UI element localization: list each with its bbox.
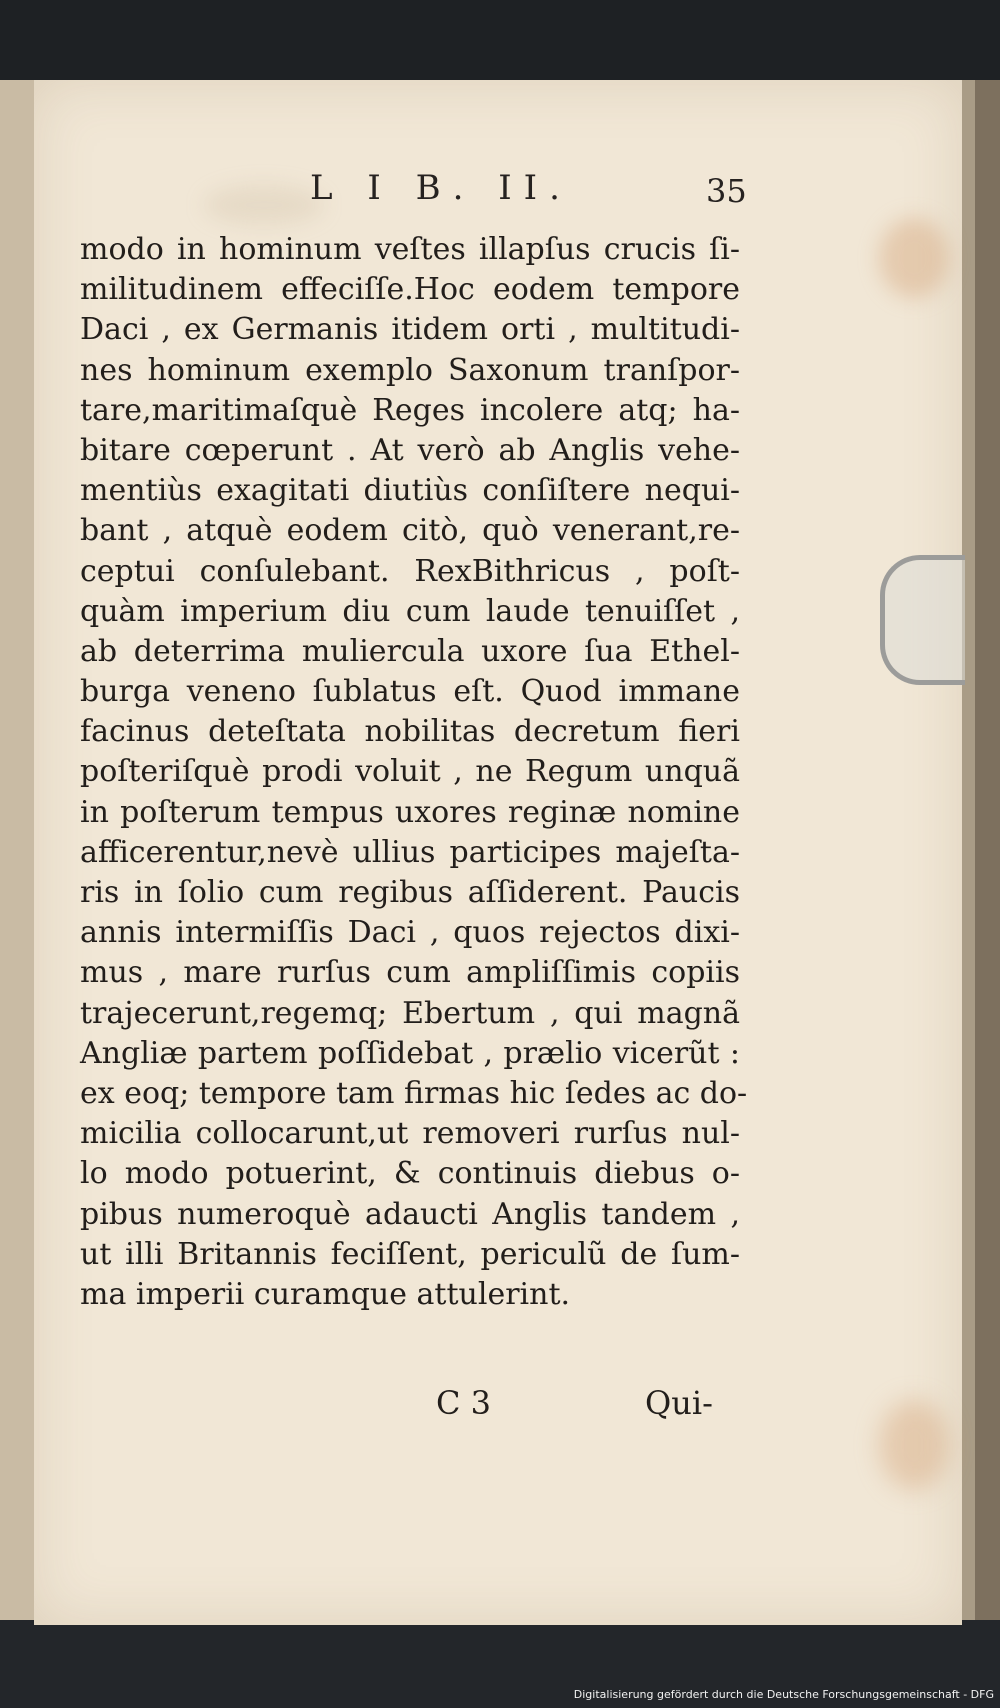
foxing-stain (879, 218, 949, 298)
foxing-stain (879, 1400, 949, 1490)
right-page-edges-shadow (975, 80, 1000, 1620)
text-line: ma imperii curamque attulerint. (80, 1276, 571, 1312)
text-line: ex eoq; tempore tam firmas hic ſedes ac do- (80, 1075, 748, 1111)
text-line: lo modo potuerint, & continuis diebus o- (80, 1156, 740, 1192)
text-line: trajecerunt,regemq; Ebertum , qui magnã (80, 995, 740, 1031)
text-line: annis intermiſſis Daci , quos rejectos dixi- (80, 915, 740, 951)
text-line: ceptui conſulebant. RexBithricus , poſt- (80, 553, 740, 589)
scan-background-top (0, 0, 1000, 85)
page-clip (880, 555, 965, 685)
text-line: in poſterum tempus uxores reginæ nomine (80, 794, 740, 830)
text-line: mentiùs exagitati diutiùs conſiſtere nequi- (80, 473, 740, 509)
text-line: bitare cœperunt . At verò ab Anglis vehe- (80, 432, 740, 468)
body-text (80, 230, 748, 1315)
text-line: Angliæ partem poſſidebat , prælio vicerũt : (80, 1035, 740, 1071)
text-line: ris in ſolio cum regibus aſſiderent. Paucis (80, 875, 740, 910)
digitization-credit: Digitalisierung gefördert durch die Deutsche Forschungsgemeinschaft - DFG (573, 1688, 994, 1701)
signature-mark: C 3 (436, 1384, 492, 1422)
catchword: Qui- (645, 1384, 713, 1422)
text-line: bant , atquè eodem citò, quò venerant,re- (80, 513, 740, 549)
page-number: 35 (706, 172, 747, 210)
text-line: facinus deteſtata nobilitas decretum fieri (80, 714, 740, 750)
text-line: micilia collocarunt,ut removeri rurſus nul- (80, 1116, 740, 1152)
left-page-edges (0, 80, 38, 1620)
text-line: mus , mare rurſus cum ampliſſimis copiis (80, 955, 740, 991)
running-head-title: L I B. II. (310, 168, 572, 208)
running-head (0, 168, 1000, 218)
text-line: burga veneno ſublatus eſt. Quod immane (80, 674, 740, 710)
text-line: nes hominum exemplo Saxonum tranſpor- (80, 352, 740, 388)
text-line: modo in hominum veſtes illapſus crucis ſi- (80, 232, 740, 267)
text-line: ab deterrima muliercula uxore ſua Ethel- (80, 633, 740, 669)
text-line: tare,maritimaſquè Reges incolere atq; ha- (80, 392, 740, 428)
text-line: poſteriſquè prodi voluit , ne Regum unquã (80, 754, 740, 790)
text-line: ut illi Britannis feciſſent, periculũ de ſum- (80, 1236, 740, 1272)
text-line: militudinem effeciſſe.Hoc eodem tempore (80, 272, 740, 308)
text-line: afficerentur,nevè ullius participes majeſta- (80, 834, 740, 870)
text-line: Daci , ex Germanis itidem orti , multitudi- (80, 312, 740, 348)
text-line: pibus numeroquè adaucti Anglis tandem , (80, 1196, 740, 1232)
text-line: quàm imperium diu cum laude tenuiſſet , (80, 593, 740, 629)
